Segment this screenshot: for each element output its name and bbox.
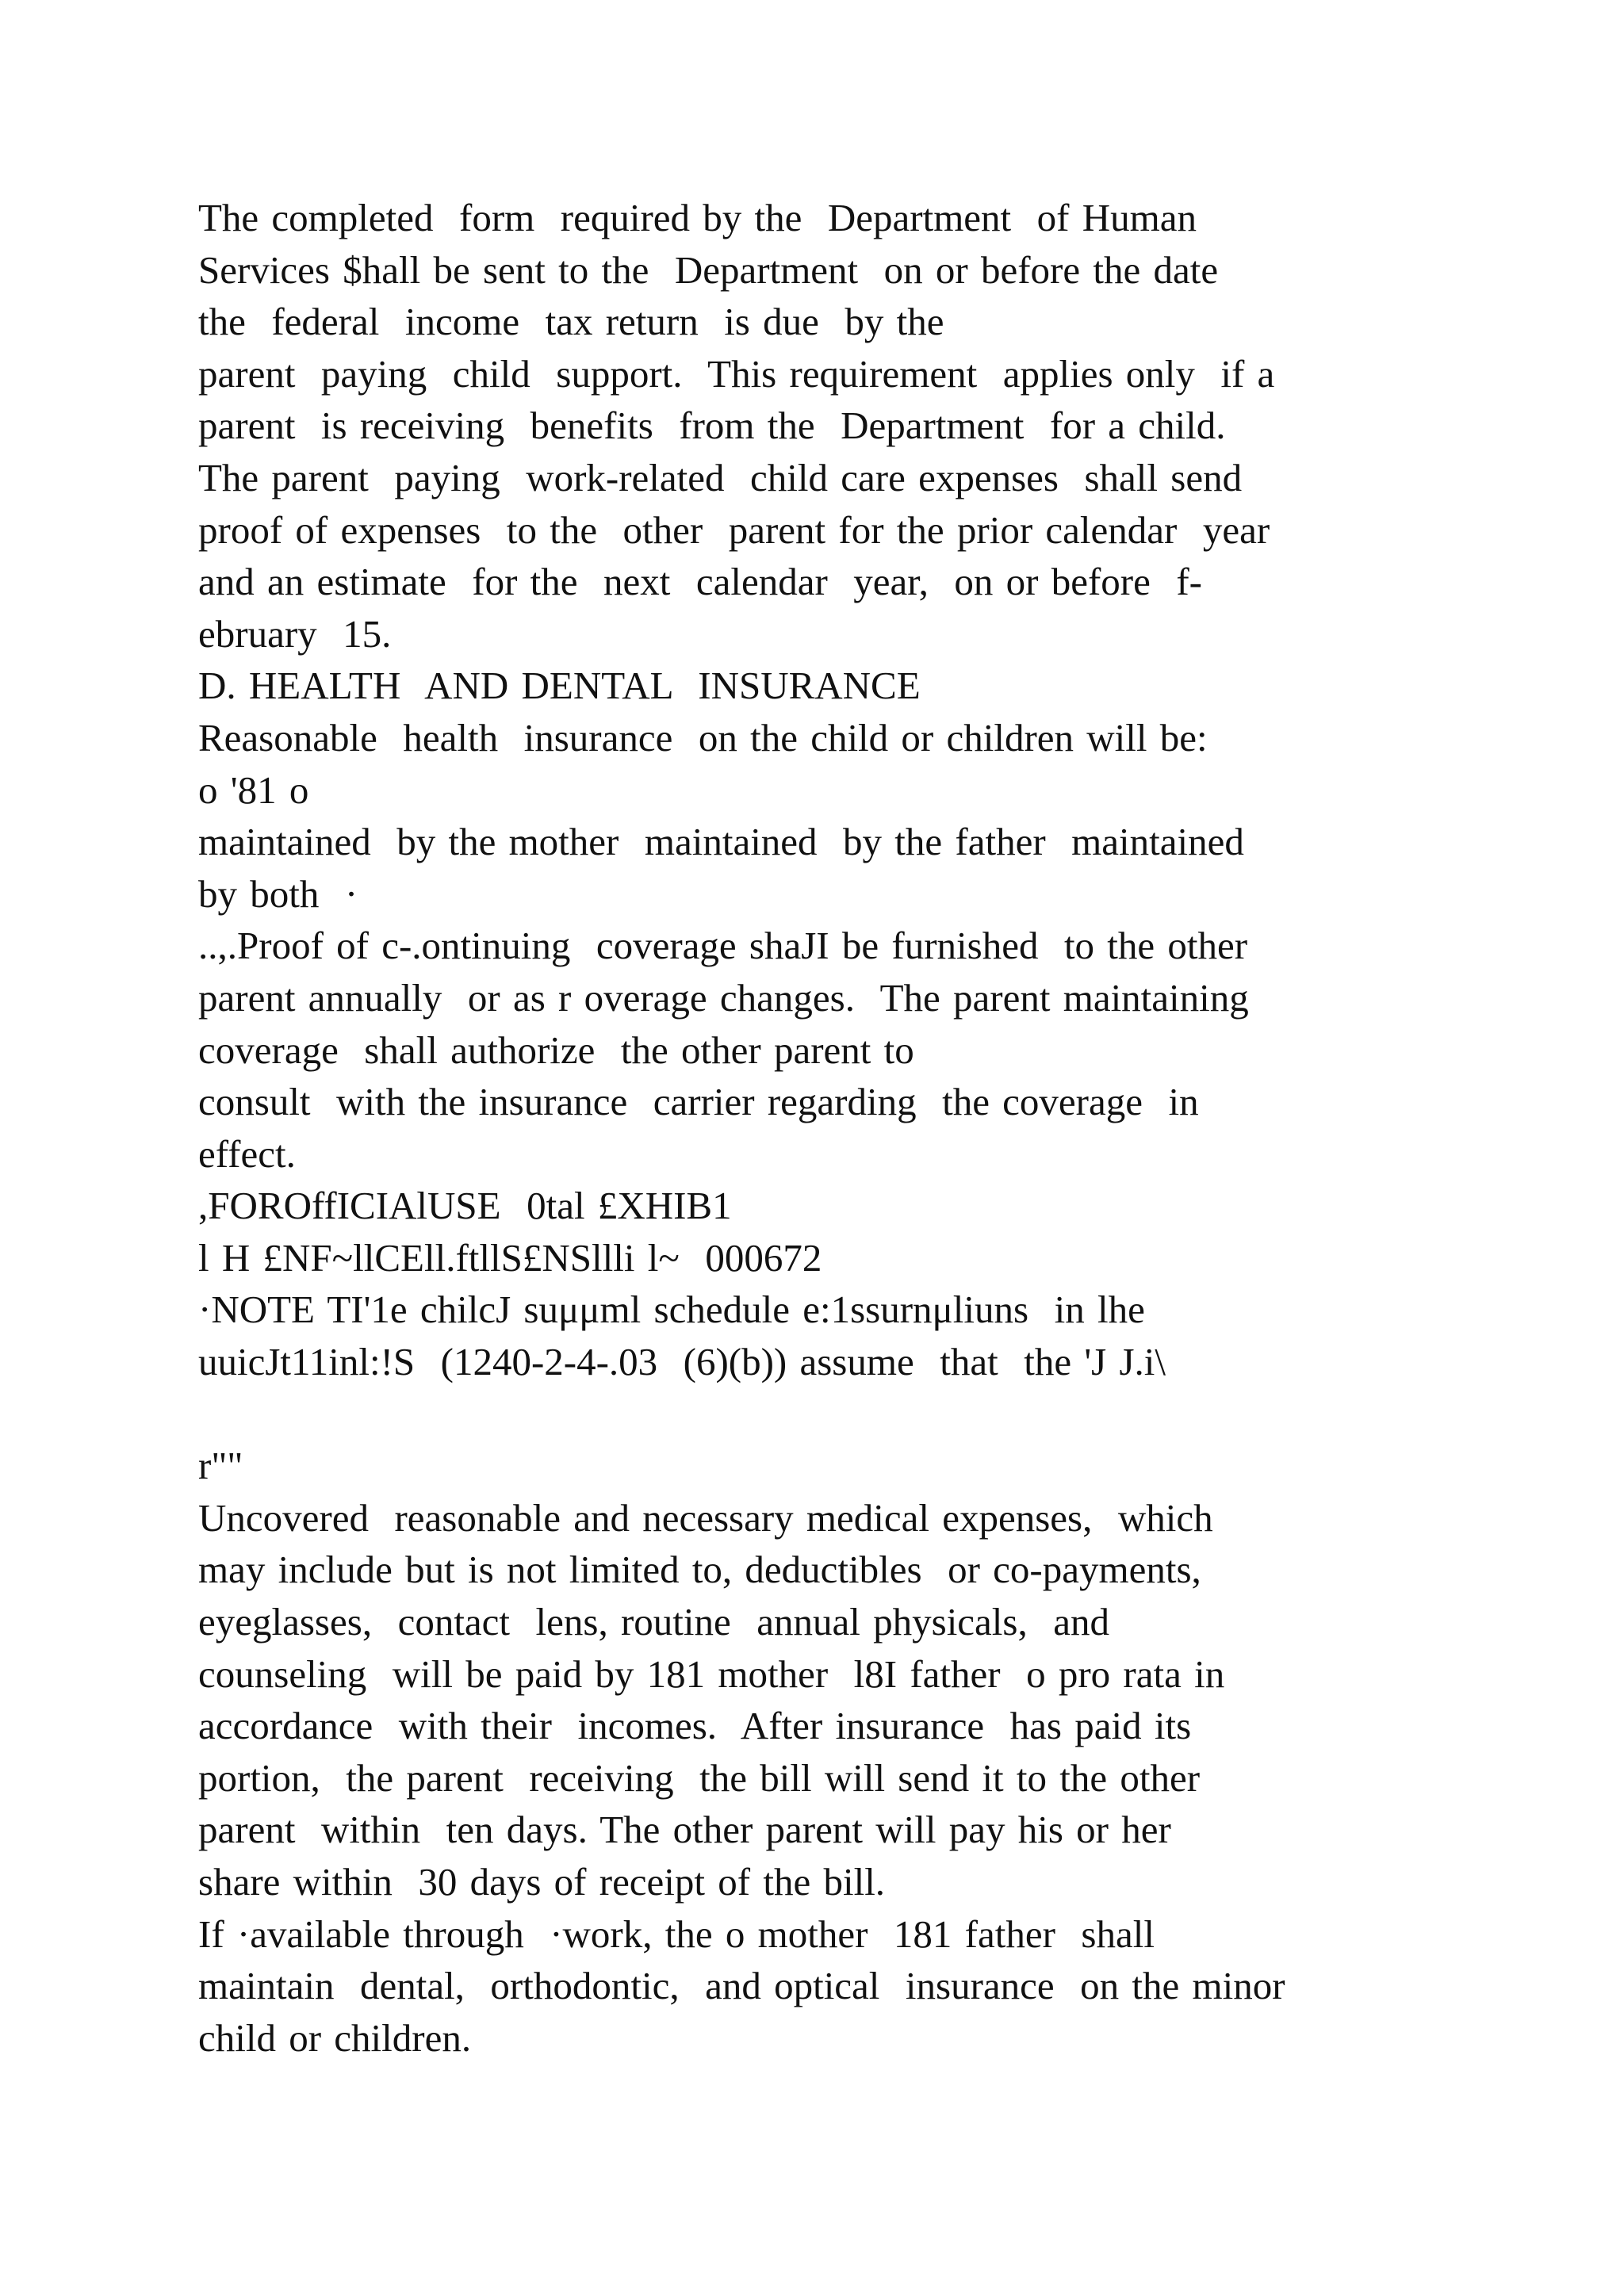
note-line: ·NOTE TI'1e chilcJ suμμml schedule e:1ssurnμliuns in lhe: [198, 1288, 1145, 1332]
text-line: maintain dental, orthodontic, and optical insurance on the minor: [198, 1964, 1285, 2008]
text-line: coverage shall authorize the other parent to: [198, 1027, 914, 1072]
text-line: and an estimate for the next calendar year, on or before f-: [198, 560, 1202, 604]
text-line: o '81 o: [198, 767, 309, 812]
text-line: proof of expenses to the other parent for the prior calendar year: [198, 507, 1270, 552]
document-text: [198, 192, 1467, 2064]
text-line: consult with the insurance carrier regarding the coverage in: [198, 1080, 1199, 1124]
section-heading: D. HEALTH AND DENTAL INSURANCE: [198, 664, 921, 708]
note-line: uuicJt11inl:!S (1240-2-4-.03 (6)(b)) assume that the 'J J.i\: [198, 1340, 1166, 1384]
text-line: parent annually or as r overage changes. The parent maintaining: [198, 975, 1249, 1020]
text-line: Services $hall be sent to the Department on or before the date: [198, 247, 1219, 292]
text-line: the federal income tax return is due by the: [198, 300, 944, 344]
text-line: counseling will be paid by 181 mother l8I father o pro rata in: [198, 1651, 1225, 1696]
text-line: The completed form required by the Department of Human: [198, 196, 1197, 239]
text-line: Reasonable health insurance on the child or children will be:: [198, 715, 1208, 760]
text-line: ..,.Proof of c-.ontinuing coverage shaJI be furnished to the other: [198, 924, 1248, 968]
text-line: Uncovered reasonable and necessary medical expenses, which: [198, 1495, 1213, 1540]
text-line: parent within ten days. The other parent will pay his or her: [198, 1808, 1171, 1852]
blank-line: [198, 1388, 1467, 1441]
text-line: maintained by the mother maintained by the father maintained: [198, 820, 1244, 864]
text-line: parent paying child support. This requirement applies only if a: [198, 351, 1275, 396]
text-line: ebruary 15.: [198, 611, 392, 656]
text-line: eyeglasses, contact lens, routine annual physicals, and: [198, 1600, 1109, 1644]
text-line: The parent paying work-related child care expenses shall send: [198, 455, 1243, 499]
text-line: effect.: [198, 1131, 296, 1176]
text-line: may include but is not limited to, deductibles or co-payments,: [198, 1548, 1201, 1592]
stamp-text: ,FOROffICIAlUSE 0tal £XHIB1: [198, 1184, 732, 1228]
text-line: accordance with their incomes. After insurance has paid its: [198, 1704, 1192, 1748]
stamp-text: l H £NF~llCEll.ftllS£NSllli l~ 000672: [198, 1235, 822, 1280]
text-line: share within 30 days of receipt of the bill.: [198, 1860, 886, 1904]
text-line: r"": [198, 1444, 243, 1488]
text-line: by both ·: [198, 871, 358, 916]
text-line: child or children.: [198, 2015, 472, 2060]
text-line: parent is receiving benefits from the Department for a child.: [198, 404, 1226, 448]
text-line: portion, the parent receiving the bill will send it to the other: [198, 1755, 1201, 1800]
text-line: If ·available through ·work, the o mother 181 father shall: [198, 1911, 1155, 1956]
